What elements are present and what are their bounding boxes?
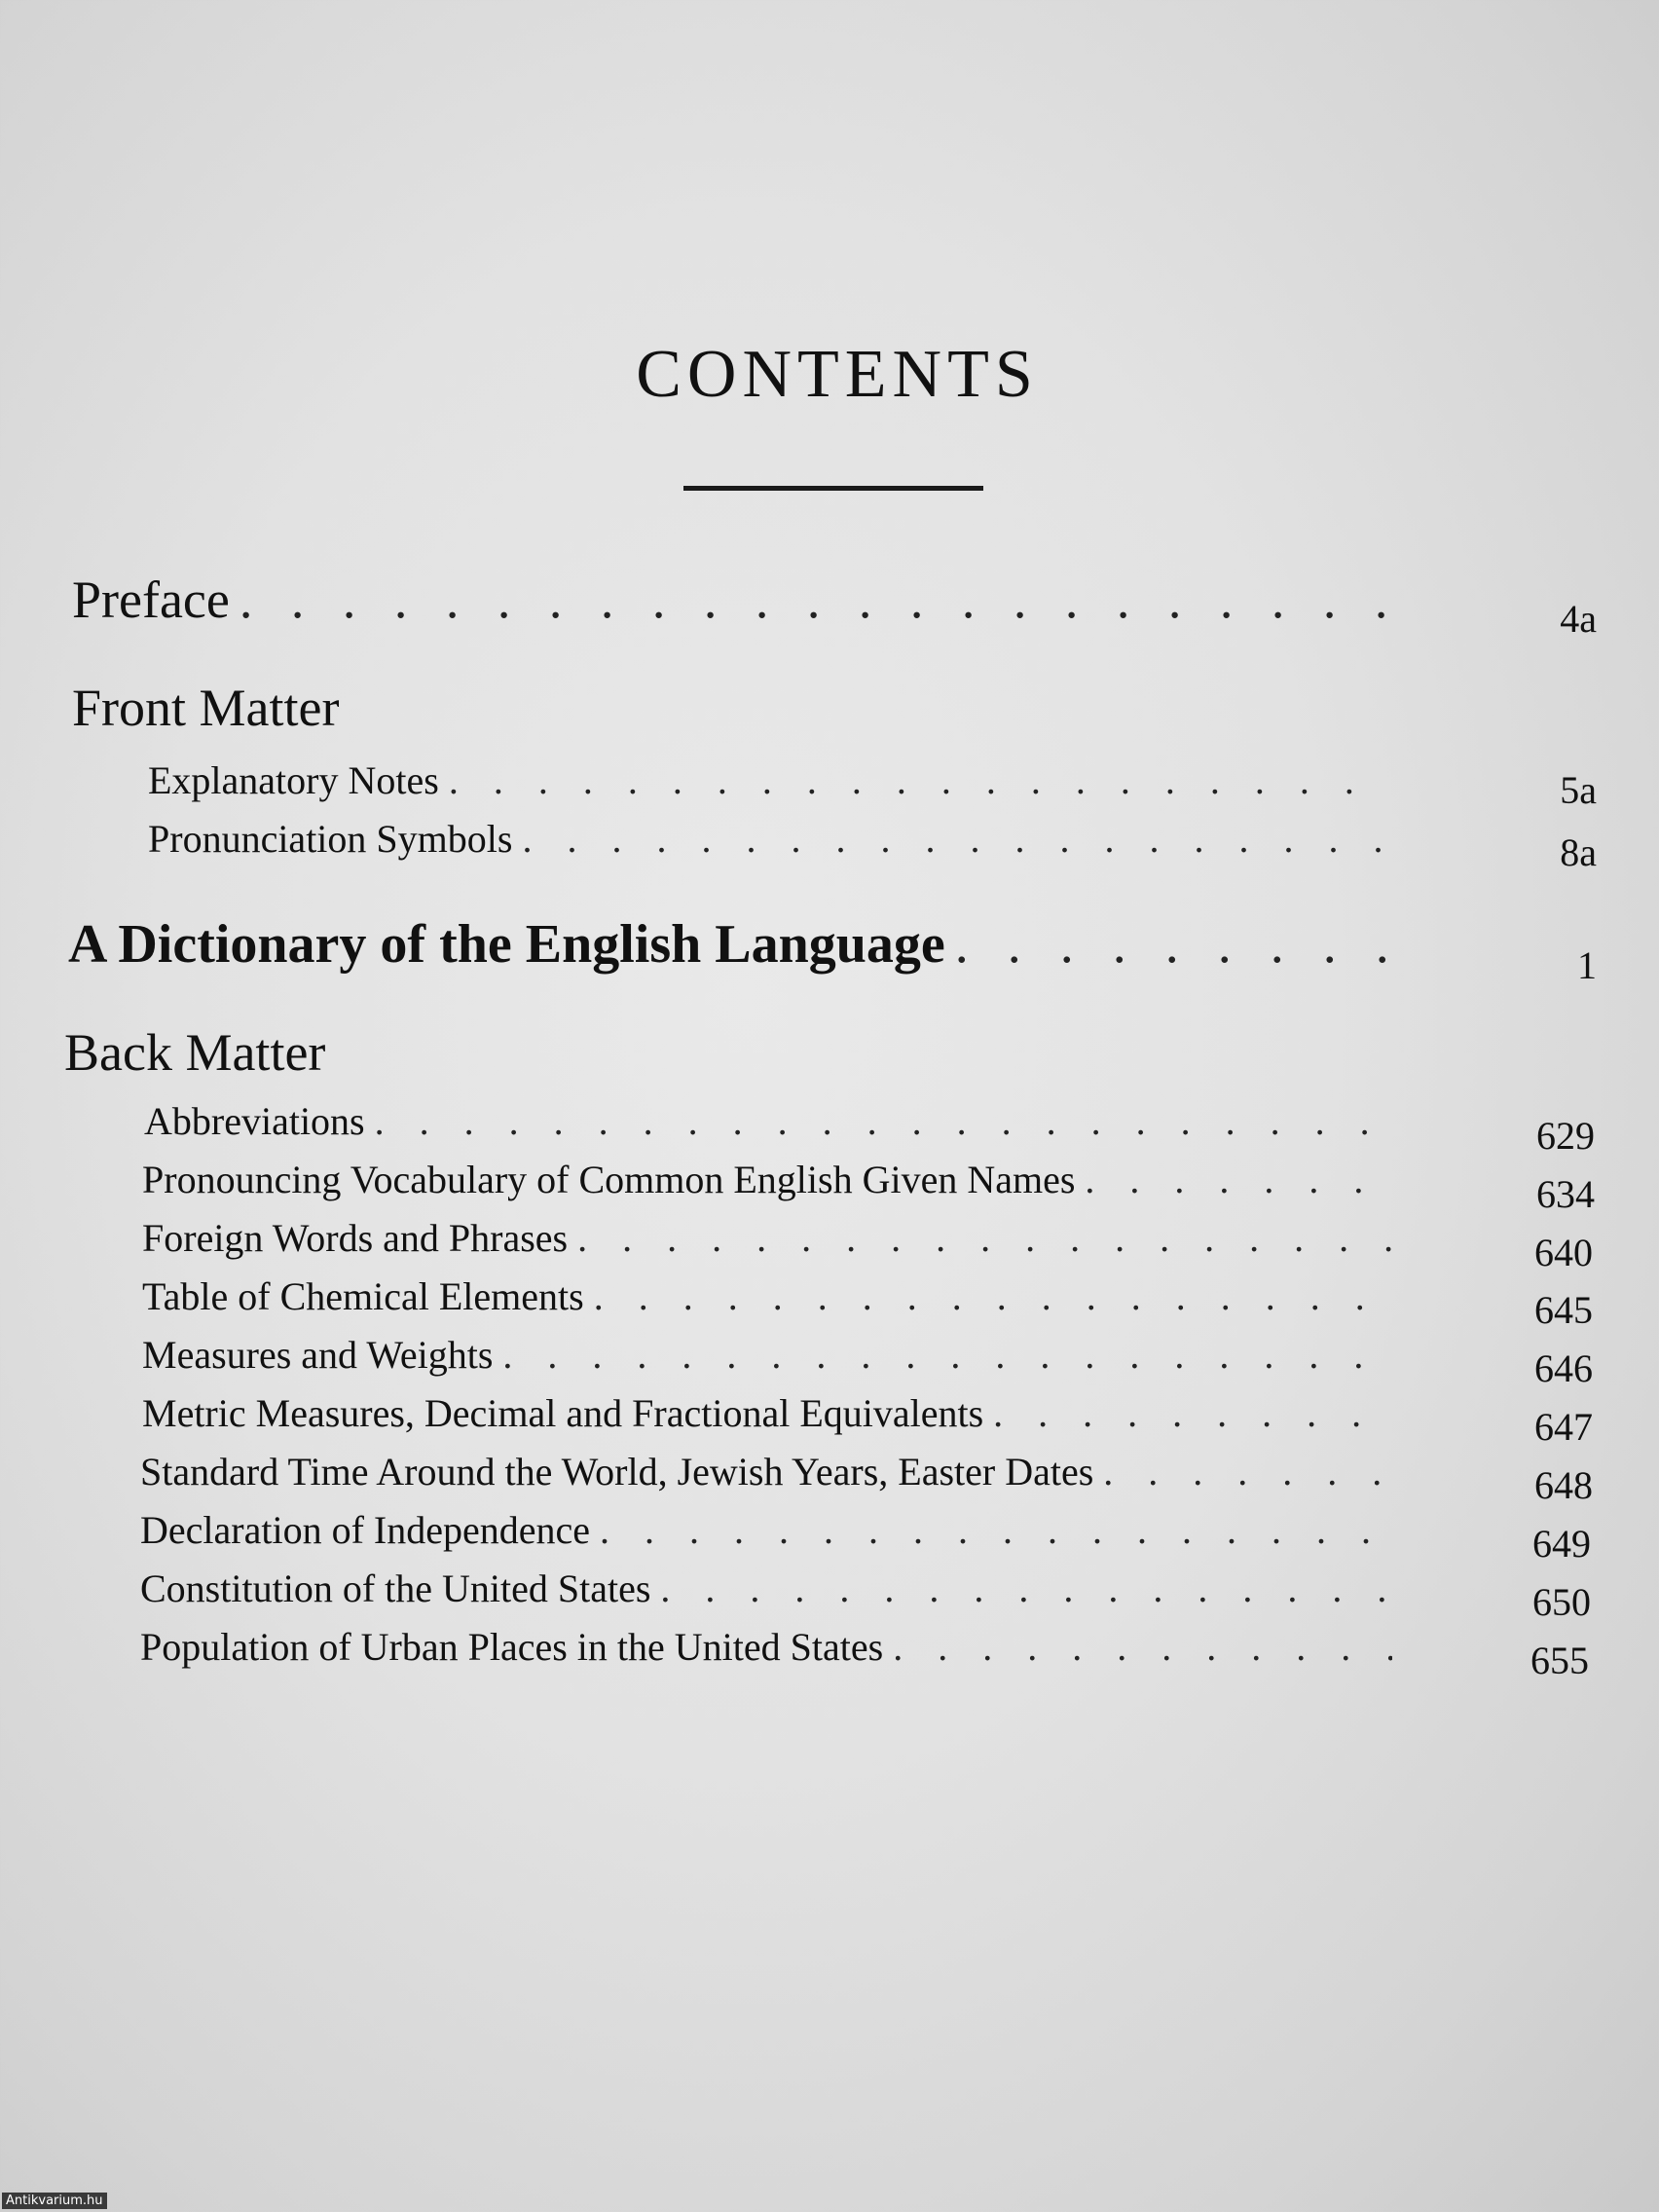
dot-leader	[522, 816, 1391, 862]
toc-page-number: 645	[1534, 1288, 1593, 1332]
toc-page-number: 8a	[1560, 830, 1597, 874]
toc-entry-label: Pronouncing Vocabulary of Common English Given Names	[142, 1158, 1076, 1201]
toc-entry-metric-measures	[142, 1390, 1392, 1436]
toc-entry-chemical-elements	[142, 1273, 1392, 1319]
toc-entry-label: Table of Chemical Elements	[142, 1274, 584, 1318]
toc-page-given-names	[1499, 1171, 1595, 1217]
title-rule	[683, 486, 983, 491]
dot-leader	[993, 1390, 1392, 1436]
dot-leader	[1103, 1449, 1392, 1494]
toc-page-declaration	[1495, 1521, 1591, 1567]
toc-page-dictionary	[1519, 942, 1597, 988]
toc-page-standard-time	[1497, 1462, 1593, 1508]
toc-entry-pronunciation-symbols	[148, 816, 1391, 862]
toc-page-chemical-elements	[1497, 1287, 1593, 1333]
toc-entry-label: Abbreviations	[144, 1099, 365, 1143]
dot-leader	[375, 1098, 1392, 1144]
dot-leader	[577, 1215, 1392, 1261]
toc-page-number: 655	[1530, 1639, 1589, 1682]
toc-entry-standard-time	[140, 1449, 1392, 1494]
toc-page-pronunciation-symbols	[1519, 830, 1597, 875]
dot-leader	[449, 757, 1391, 803]
toc-entry-constitution	[140, 1566, 1392, 1611]
front-matter-heading: Front Matter	[72, 679, 340, 737]
toc-entry-label: Metric Measures, Decimal and Fractional Equivalents	[142, 1391, 984, 1435]
toc-page-number: 640	[1534, 1231, 1593, 1274]
toc-page-number: 629	[1536, 1114, 1595, 1158]
toc-page-explanatory-notes	[1519, 767, 1597, 813]
toc-entry-label: Declaration of Independence	[140, 1508, 590, 1552]
toc-page-number: 647	[1534, 1405, 1593, 1449]
toc-page-measures-weights	[1497, 1346, 1593, 1391]
toc-page-number: 649	[1532, 1522, 1591, 1566]
dot-leader	[240, 570, 1391, 630]
toc-entry-abbreviations	[144, 1098, 1392, 1144]
toc-page-foreign-words	[1497, 1230, 1593, 1275]
toc-entry-explanatory-notes	[148, 757, 1391, 803]
toc-entry-label: Measures and Weights	[142, 1333, 494, 1377]
toc-page-number: 4a	[1560, 597, 1597, 641]
toc-entry-population	[140, 1624, 1392, 1670]
toc-page-number: 650	[1532, 1580, 1591, 1624]
toc-entry-measures-weights	[142, 1332, 1392, 1378]
dot-leader	[600, 1507, 1392, 1553]
toc-entry-preface	[72, 570, 1391, 630]
toc-page-number: 634	[1536, 1172, 1595, 1216]
toc-page-number: 648	[1534, 1463, 1593, 1507]
toc-entry-label: Preface	[72, 571, 230, 629]
toc-page-abbreviations	[1499, 1113, 1595, 1159]
dot-leader	[955, 913, 1392, 976]
toc-page-population	[1493, 1638, 1589, 1683]
dot-leader	[660, 1566, 1392, 1611]
toc-entry-label: Constitution of the United States	[140, 1567, 651, 1610]
toc-page-metric-measures	[1497, 1404, 1593, 1450]
toc-entry-given-names	[142, 1157, 1392, 1202]
toc-page-number: 5a	[1560, 768, 1597, 812]
toc-page-number: 646	[1534, 1346, 1593, 1390]
toc-entry-foreign-words	[142, 1215, 1392, 1261]
toc-entry-dictionary	[68, 913, 1392, 976]
watermark-label: Antikvarium.hu	[2, 2193, 107, 2209]
toc-page-preface	[1519, 596, 1597, 642]
dot-leader	[594, 1273, 1392, 1319]
toc-entry-label: A Dictionary of the English Language	[68, 914, 945, 975]
toc-entry-label: Standard Time Around the World, Jewish Years, Easter Dates	[140, 1450, 1094, 1493]
toc-entry-label: Population of Urban Places in the United States	[140, 1625, 884, 1669]
back-matter-heading: Back Matter	[64, 1023, 326, 1082]
dot-leader	[502, 1332, 1392, 1378]
toc-entry-label: Pronunciation Symbols	[148, 817, 513, 861]
dot-leader	[1085, 1157, 1392, 1202]
toc-entry-label: Foreign Words and Phrases	[142, 1216, 569, 1260]
page-title: CONTENTS	[636, 337, 1039, 412]
toc-page-constitution	[1495, 1579, 1591, 1625]
toc-entry-declaration	[140, 1507, 1392, 1553]
toc-page-number: 1	[1577, 943, 1597, 987]
dot-leader	[893, 1624, 1392, 1670]
toc-entry-label: Explanatory Notes	[148, 758, 439, 802]
